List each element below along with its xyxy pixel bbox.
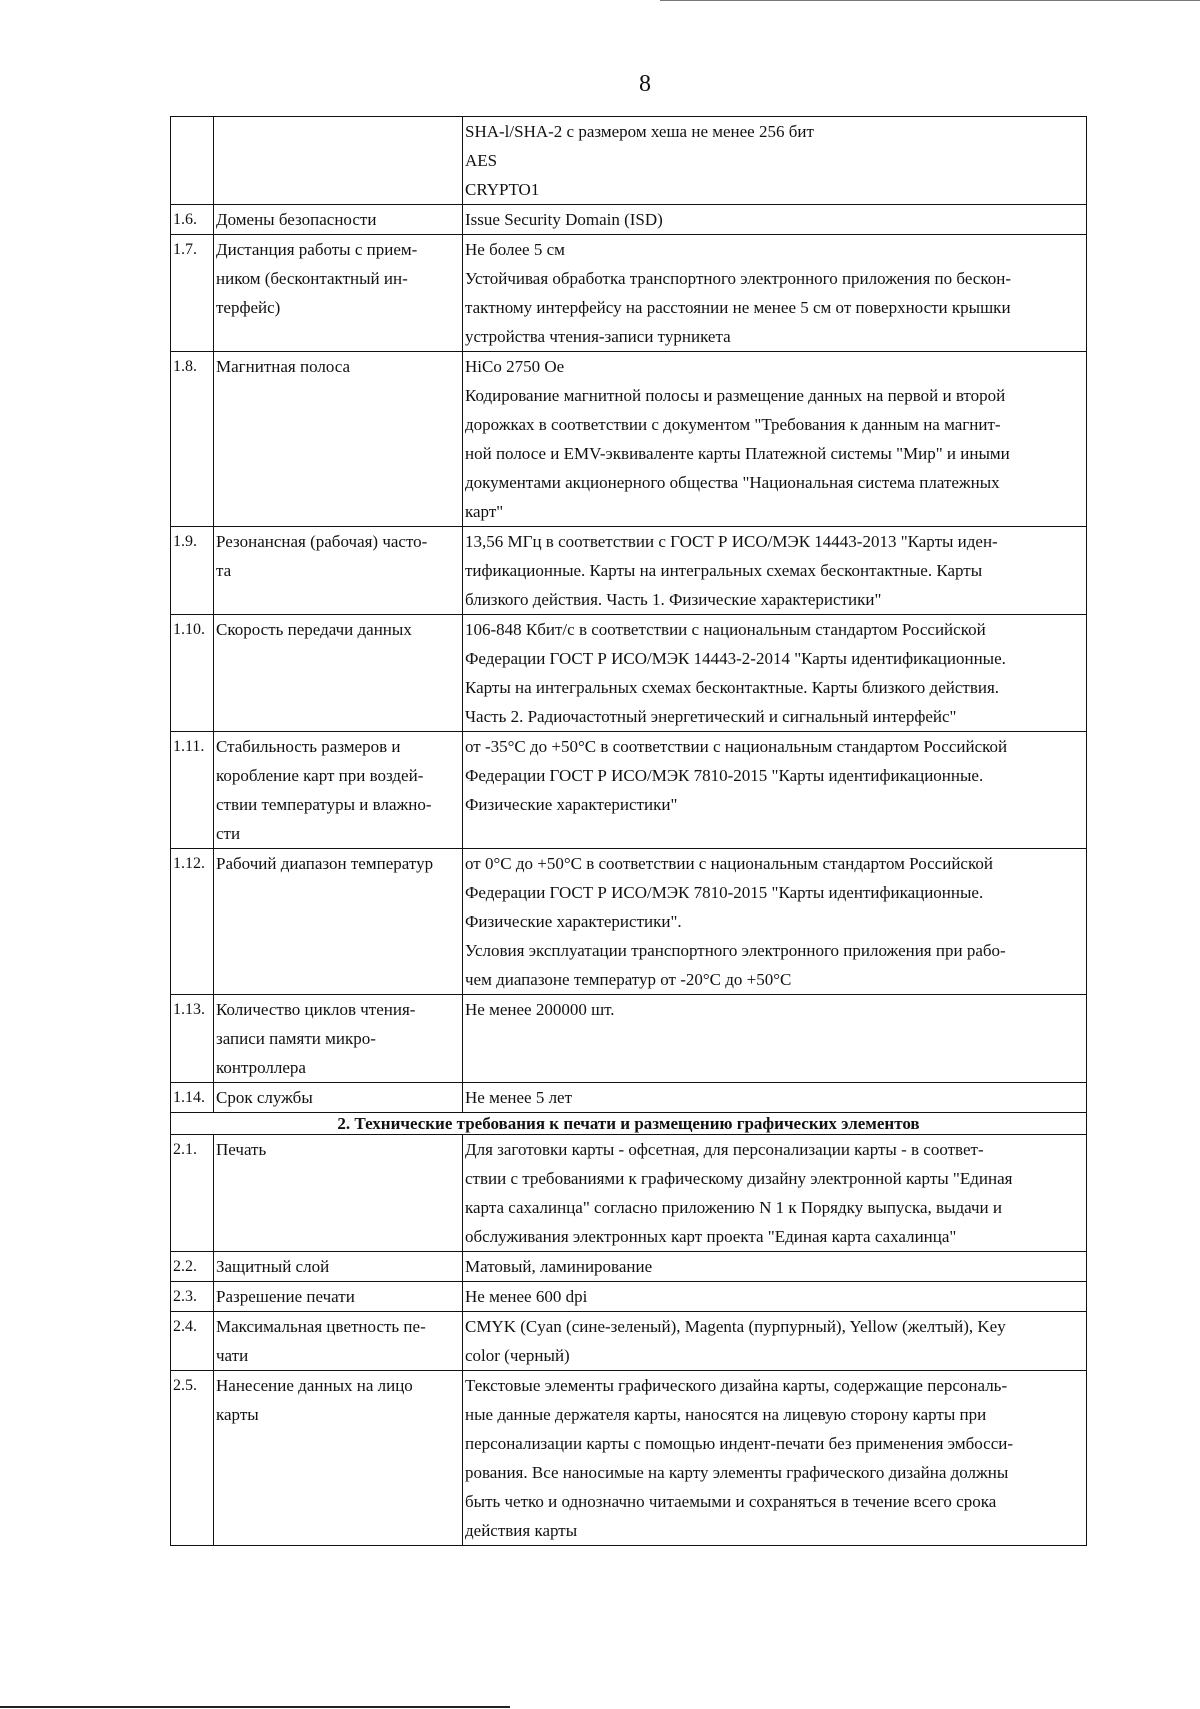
value-cell (463, 615, 1087, 732)
value-line: AES (465, 151, 498, 170)
table-row (171, 205, 1087, 235)
row-number: 1.11. (171, 732, 214, 849)
value-line: 13,56 МГц в соответствии с ГОСТ Р ИСО/МЭК 14443-2013 "Карты иден- (465, 532, 998, 551)
table-row (171, 615, 1087, 732)
value-line: карт" (465, 502, 504, 521)
row-number: 2.4. (171, 1312, 214, 1371)
parameter-line: записи памяти микро- (216, 1029, 376, 1048)
value-line: Федерации ГОСТ Р ИСО/МЭК 7810-2015 "Карты идентификационные. (465, 883, 984, 902)
parameter-line: ником (бесконтактный ин- (216, 269, 408, 288)
value-line: HiCo 2750 Oe (465, 357, 565, 376)
parameter-line: Разрешение печати (216, 1287, 355, 1306)
table-row (171, 352, 1087, 527)
value-line: персонализации карты с помощью индент-печати без применения эмбосси- (465, 1434, 1014, 1453)
parameter-line: Максимальная цветность пе- (216, 1317, 426, 1336)
parameter-line: Резонансная (рабочая) часто- (216, 532, 428, 551)
table-row (171, 1113, 1087, 1135)
parameter-cell (214, 1083, 463, 1113)
parameter-cell (214, 527, 463, 615)
parameter-cell (214, 117, 463, 205)
row-number: 1.8. (171, 352, 214, 527)
value-line: карта сахалинца" согласно приложению N 1 к Порядку выпуска, выдачи и (465, 1198, 1002, 1217)
table-row (171, 1371, 1087, 1546)
parameter-cell (214, 1371, 463, 1546)
parameter-line: Скорость передачи данных (216, 620, 412, 639)
parameter-line: Печать (216, 1140, 267, 1159)
row-number: 1.13. (171, 995, 214, 1083)
value-cell (463, 1312, 1087, 1371)
table-row (171, 732, 1087, 849)
value-cell (463, 1252, 1087, 1282)
row-number: 2.3. (171, 1282, 214, 1312)
value-line: тификационные. Карты на интегральных схемах бесконтактные. Карты (465, 561, 983, 580)
row-number: 1.9. (171, 527, 214, 615)
value-line: CMYK (Cyan (сине-зеленый), Magenta (пурпурный), Yellow (желтый), Key (465, 1317, 1006, 1336)
value-line: Федерации ГОСТ Р ИСО/МЭК 14443-2-2014 "Карты идентификационные. (465, 649, 1006, 668)
page-number: 8 (639, 71, 651, 97)
value-line: Федерации ГОСТ Р ИСО/МЭК 7810-2015 "Карты идентификационные. (465, 766, 984, 785)
parameter-cell (214, 732, 463, 849)
table-row (171, 527, 1087, 615)
value-line: от -35°С до +50°С в соответствии с национальным стандартом Российской (465, 737, 1008, 756)
spec-table (170, 116, 1087, 1546)
row-number: 2.2. (171, 1252, 214, 1282)
value-cell (463, 527, 1087, 615)
value-line: дорожках в соответствии с документом "Требования к данным на магнит- (465, 415, 1001, 434)
parameter-line: Срок службы (216, 1088, 313, 1107)
row-number: 2.1. (171, 1135, 214, 1252)
parameter-line: ствии температуры и влажно- (216, 795, 432, 814)
value-line: Для заготовки карты - офсетная, для персонализации карты - в соответ- (465, 1140, 984, 1159)
value-line: Текстовые элементы графического дизайна карты, содержащие персональ- (465, 1376, 1008, 1395)
parameter-cell (214, 995, 463, 1083)
value-line: рования. Все наносимые на карту элементы графического дизайна должны (465, 1463, 1009, 1482)
value-line: Условия эксплуатации транспортного электронного приложения при рабо- (465, 941, 1006, 960)
parameter-line: контроллера (216, 1058, 306, 1077)
parameter-cell (214, 1252, 463, 1282)
parameter-cell (214, 1282, 463, 1312)
parameter-cell (214, 235, 463, 352)
table-row (171, 1312, 1087, 1371)
row-number: 2.5. (171, 1371, 214, 1546)
value-cell (463, 235, 1087, 352)
parameter-cell (214, 205, 463, 235)
value-line: Не менее 600 dpi (465, 1287, 588, 1306)
value-line: Физические характеристики" (465, 795, 678, 814)
table-row (171, 235, 1087, 352)
table-row (171, 849, 1087, 995)
value-cell (463, 1083, 1087, 1113)
value-line: Кодирование магнитной полосы и размещение данных на первой и второй (465, 386, 1006, 405)
value-line: устройства чтения-записи турникета (465, 327, 731, 346)
row-number: 1.10. (171, 615, 214, 732)
parameter-line: терфейс) (216, 298, 281, 317)
value-line: SHA-l/SHA-2 с размером хеша не менее 256 бит (465, 122, 814, 141)
table-row (171, 1083, 1087, 1113)
parameter-line: коробление карт при воздей- (216, 766, 424, 785)
parameter-line: чати (216, 1346, 249, 1365)
row-number (171, 117, 214, 205)
value-line: Матовый, ламинирование (465, 1257, 653, 1276)
value-line: 106-848 Кбит/с в соответствии с национальным стандартом Российской (465, 620, 986, 639)
scan-edge-top (660, 0, 1200, 1)
value-cell (463, 732, 1087, 849)
value-cell (463, 849, 1087, 995)
value-cell (463, 1371, 1087, 1546)
table-row (171, 117, 1087, 205)
row-number: 1.12. (171, 849, 214, 995)
value-cell (463, 1135, 1087, 1252)
value-line: Устойчивая обработка транспортного электронного приложения по бескон- (465, 269, 1011, 288)
value-cell (463, 1282, 1087, 1312)
value-line: близкого действия. Часть 1. Физические характеристики" (465, 590, 882, 609)
value-line: Физические характеристики". (465, 912, 682, 931)
parameter-line: Дистанция работы с прием- (216, 240, 418, 259)
parameter-cell (214, 1312, 463, 1371)
table-row (171, 1135, 1087, 1252)
table-row (171, 1282, 1087, 1312)
value-line: Карты на интегральных схемах бесконтактные. Карты близкого действия. (465, 678, 1000, 697)
value-line: ной полосе и EMV-эквиваленте карты Платежной системы "Мир" и иными (465, 444, 1010, 463)
value-line: ные данные держателя карты, наносятся на лицевую сторону карты при (465, 1405, 987, 1424)
parameter-line: Защитный слой (216, 1257, 330, 1276)
parameter-line: та (216, 561, 232, 580)
value-cell (463, 205, 1087, 235)
value-line: Не менее 200000 шт. (465, 1000, 615, 1019)
value-line: документами акционерного общества "Национальная система платежных (465, 473, 1000, 492)
row-number: 1.7. (171, 235, 214, 352)
parameter-cell (214, 1135, 463, 1252)
value-line: обслуживания электронных карт проекта "Единая карта сахалинца" (465, 1227, 957, 1246)
value-line: color (черный) (465, 1346, 570, 1365)
table-row (171, 1252, 1087, 1282)
value-cell (463, 352, 1087, 527)
section-heading: 2. Технические требования к печати и размещению графических элементов (171, 1113, 1087, 1135)
parameter-line: Домены безопасности (216, 210, 377, 229)
value-line: CRYPTO1 (465, 180, 540, 199)
value-line: тактному интерфейсу на расстоянии не менее 5 см от поверхности крышки (465, 298, 1011, 317)
parameter-line: Количество циклов чтения- (216, 1000, 416, 1019)
value-line: ствии с требованиями к графическому дизайну электронной карты "Единая (465, 1169, 1013, 1188)
value-line: Не менее 5 лет (465, 1088, 573, 1107)
spec-table-body (171, 117, 1087, 1546)
parameter-cell (214, 352, 463, 527)
parameter-line: карты (216, 1405, 259, 1424)
parameter-cell (214, 615, 463, 732)
parameter-line: Магнитная полоса (216, 357, 351, 376)
parameter-cell (214, 849, 463, 995)
parameter-line: Рабочий диапазон температур (216, 854, 434, 873)
value-line: Не более 5 см (465, 240, 565, 259)
parameter-line: Стабильность размеров и (216, 737, 401, 756)
value-cell (463, 995, 1087, 1083)
value-line: действия карты (465, 1521, 578, 1540)
value-line: Часть 2. Радиочастотный энергетический и сигнальный интерфейс" (465, 707, 957, 726)
scan-edge-bottom (0, 1706, 510, 1708)
parameter-line: Нанесение данных на лицо (216, 1376, 413, 1395)
value-line: от 0°С до +50°С в соответствии с национальным стандартом Российской (465, 854, 993, 873)
table-row (171, 995, 1087, 1083)
value-line: Issue Security Domain (ISD) (465, 210, 663, 229)
value-line: быть четко и однозначно читаемыми и сохраняться в течение всего срока (465, 1492, 997, 1511)
parameter-line: сти (216, 824, 241, 843)
value-line: чем диапазоне температур от -20°С до +50°С (465, 970, 792, 989)
row-number: 1.6. (171, 205, 214, 235)
value-cell (463, 117, 1087, 205)
row-number: 1.14. (171, 1083, 214, 1113)
